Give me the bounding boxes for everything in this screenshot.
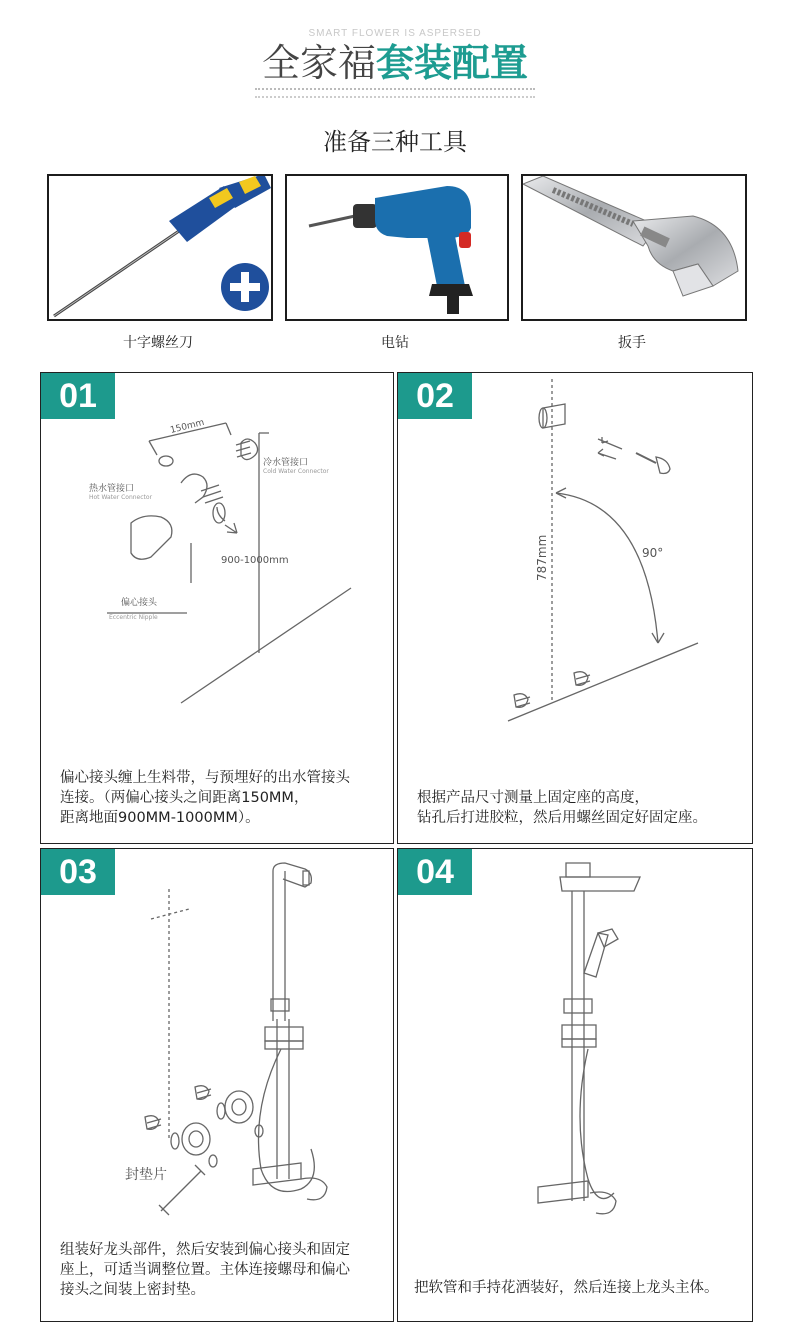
label-hot-water: 热水管接口 [89, 484, 135, 494]
header-title-light: 全家福 [261, 41, 376, 85]
label-eccentric: 偏心接头 [121, 598, 158, 608]
step-caption-04 [414, 1278, 750, 1298]
caption-line: 把软管和手持花洒装好，然后连接上龙头主体。 [414, 1280, 719, 1296]
header-title-bold: 套装配置 [376, 41, 529, 85]
step-04-diagram [398, 849, 750, 1249]
tool-card-screwdriver [47, 174, 273, 321]
dim-787mm: 787mm [535, 534, 549, 581]
label-cold-water-en: Cold Water Connector [263, 468, 329, 475]
screwdriver-icon [49, 176, 271, 319]
step-badge-01: 01 [41, 373, 115, 419]
caption-line: 钻孔后打进胶粒，然后用螺丝固定好固定座。 [417, 810, 707, 826]
caption-line: 座上，可适当调整位置。主体连接螺母和偏心 [60, 1262, 350, 1278]
label-cold-water: 冷水管接口 [263, 458, 309, 468]
caption-line: 接头之间装上密封垫。 [60, 1282, 205, 1298]
caption-line: 偏心接头缠上生料带，与预埋好的出水管接头 [60, 770, 350, 786]
drill-icon [287, 176, 507, 319]
dim-height: 900-1000mm [221, 555, 289, 566]
tool-label-wrench: 扳手 [618, 335, 646, 351]
tool-card-wrench [521, 174, 747, 321]
header-divider [255, 88, 535, 90]
step-01-diagram [41, 373, 391, 733]
label-eccentric-en: Eccentric Nipple [109, 614, 158, 621]
tool-label-drill: 电钻 [381, 335, 409, 351]
step-caption-01 [60, 768, 390, 828]
tools-heading: 准备三种工具 [323, 128, 467, 156]
tool-card-drill [285, 174, 509, 321]
header-divider-2 [255, 96, 535, 98]
step-badge-02: 02 [398, 373, 472, 419]
step-badge-04: 04 [398, 849, 472, 895]
angle-90: 90° [642, 546, 664, 560]
caption-line: 距离地面900MM-1000MM）。 [60, 810, 260, 826]
caption-line: 根据产品尺寸测量上固定座的高度， [417, 790, 649, 806]
header-title [0, 40, 790, 86]
step-caption-02 [417, 788, 751, 828]
caption-line: 连接。（两偏心接头之间距离150MM， [60, 790, 309, 806]
step-02-diagram [398, 373, 750, 733]
caption-line: 组装好龙头部件，然后安装到偏心接头和固定 [60, 1242, 350, 1258]
step-badge-03: 03 [41, 849, 115, 895]
step-caption-03 [60, 1240, 390, 1300]
tool-label-screwdriver: 十字螺丝刀 [123, 335, 193, 351]
header-subtitle: SMART FLOWER IS ASPERSED [308, 28, 482, 39]
label-gasket: 封垫片 [125, 1167, 167, 1183]
label-hot-water-en: Hot Water Connector [89, 494, 153, 501]
wrench-icon [523, 176, 745, 319]
dim-150mm: 150mm [169, 417, 206, 436]
step-03-diagram [41, 849, 391, 1234]
